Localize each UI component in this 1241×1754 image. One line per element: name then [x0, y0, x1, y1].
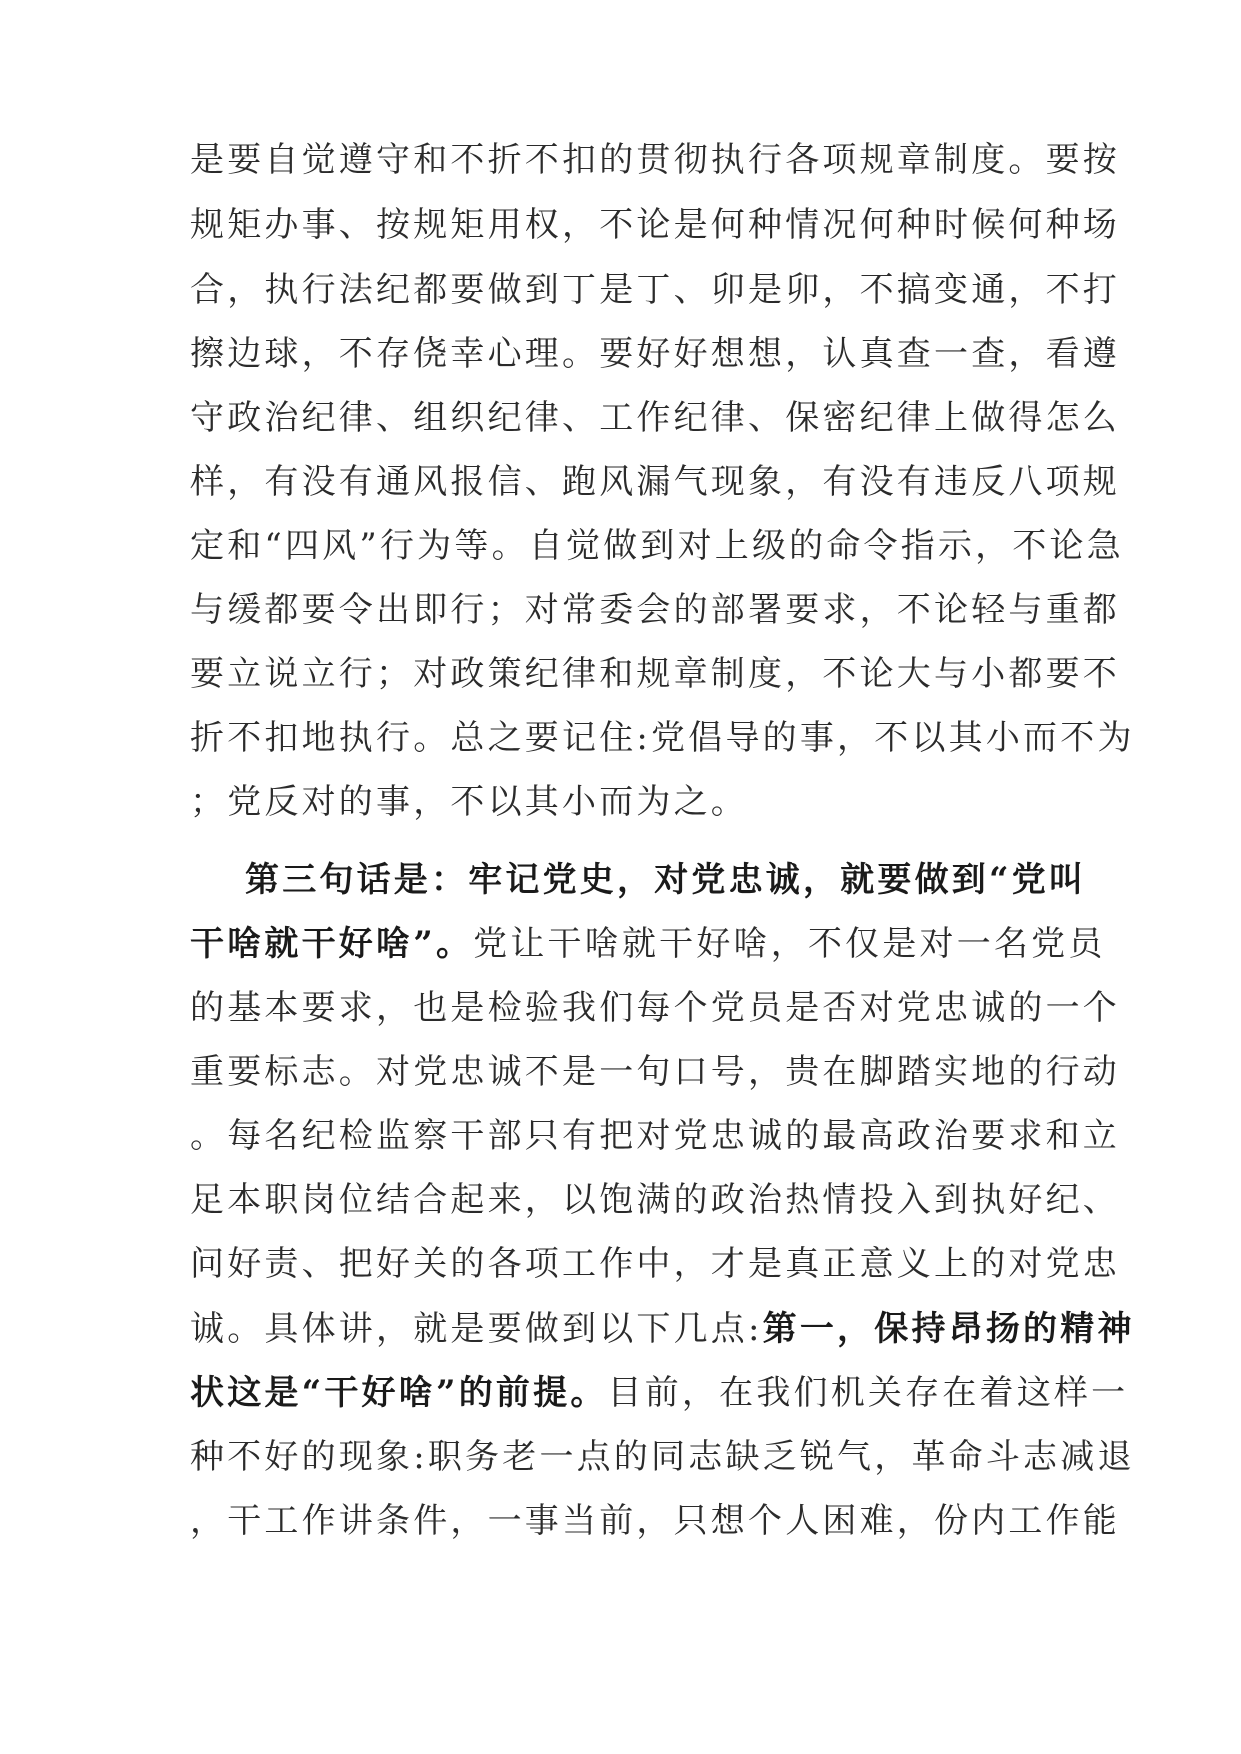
text-line [190, 1103, 1120, 1169]
text-line [190, 1167, 1120, 1233]
text-segment: 要立说立行；对政策纪律和规章制度，不论大与小都要不 [190, 654, 1120, 694]
text-segment: 诚。具体讲，就是要做到以下几点: [190, 1309, 763, 1349]
text-segment: 的基本要求，也是检验我们每个党员是否对党忠诚的一个 [190, 988, 1120, 1028]
text-line [190, 975, 1120, 1041]
text-line [190, 257, 1120, 323]
text-line [190, 192, 1120, 258]
text-segment: 问好责、把好关的各项工作中，才是真正意义上的对党忠 [190, 1244, 1120, 1284]
text-line [190, 1296, 1135, 1362]
text-segment: 重要标志。对党忠诚不是一句口号，贵在脚踏实地的行动 [190, 1052, 1120, 1092]
bold-text-segment: 第一，保持昂扬的精神 [762, 1309, 1135, 1349]
text-segment: 目前，在我们机关存在着这样一 [607, 1373, 1129, 1413]
text-segment: 种不好的现象:职务老一点的同志缺乏锐气，革命斗志减退 [190, 1437, 1135, 1477]
bold-text-segment: 第三句话是：牢记党史，对党忠诚，就要做到“党叫 [245, 860, 1087, 900]
text-segment: 合，执行法纪都要做到丁是丁、卯是卯，不搞变通，不打 [190, 270, 1120, 310]
text-segment: 足本职岗位结合起来，以饱满的政治热情投入到执好纪、 [190, 1180, 1120, 1220]
text-line [190, 769, 1050, 835]
bold-text-segment: 状这是“干好啥”的前提。 [190, 1373, 608, 1413]
text-line [190, 911, 1106, 977]
text-segment: ；党反对的事，不以其小而为之。 [190, 782, 748, 822]
text-segment: 党让干啥就干好啥，不仅是对一名党员 [473, 924, 1106, 964]
text-line [190, 385, 1120, 451]
text-segment: 与缓都要令出即行；对常委会的部署要求，不论轻与重都 [190, 590, 1120, 630]
text-line [245, 847, 1105, 913]
text-segment: 是要自觉遵守和不折不扣的贯彻执行各项规章制度。要按 [190, 140, 1120, 180]
text-line [190, 577, 1120, 643]
text-line [190, 1231, 1120, 1297]
text-line [190, 1360, 1129, 1426]
text-line [190, 321, 1120, 387]
text-line [190, 513, 1124, 579]
text-segment: 。每名纪检监察干部只有把对党忠诚的最高政治要求和立 [190, 1116, 1120, 1156]
text-segment: 样，有没有通风报信、跑风漏气现象，有没有违反八项规 [190, 462, 1120, 502]
text-line [190, 449, 1120, 515]
text-segment: 擦边球，不存侥幸心理。要好好想想，认真查一查，看遵 [190, 334, 1120, 374]
text-line [190, 705, 1135, 771]
text-line [190, 1039, 1120, 1105]
text-line [190, 641, 1120, 707]
text-segment: ，干工作讲条件，一事当前，只想个人困难，份内工作能 [190, 1501, 1120, 1541]
text-segment: 规矩办事、按规矩用权，不论是何种情况何种时候何种场 [190, 205, 1120, 245]
text-segment: 守政治纪律、组织纪律、工作纪律、保密纪律上做得怎么 [190, 398, 1120, 438]
text-segment: 定和“四风”行为等。自觉做到对上级的命令指示，不论急 [190, 526, 1124, 566]
text-line [190, 1488, 1120, 1554]
bold-text-segment: 干啥就干好啥”。 [190, 924, 474, 964]
text-line [190, 127, 1120, 193]
text-segment: 折不扣地执行。总之要记住:党倡导的事，不以其小而不为 [190, 718, 1135, 758]
text-line [190, 1424, 1135, 1490]
